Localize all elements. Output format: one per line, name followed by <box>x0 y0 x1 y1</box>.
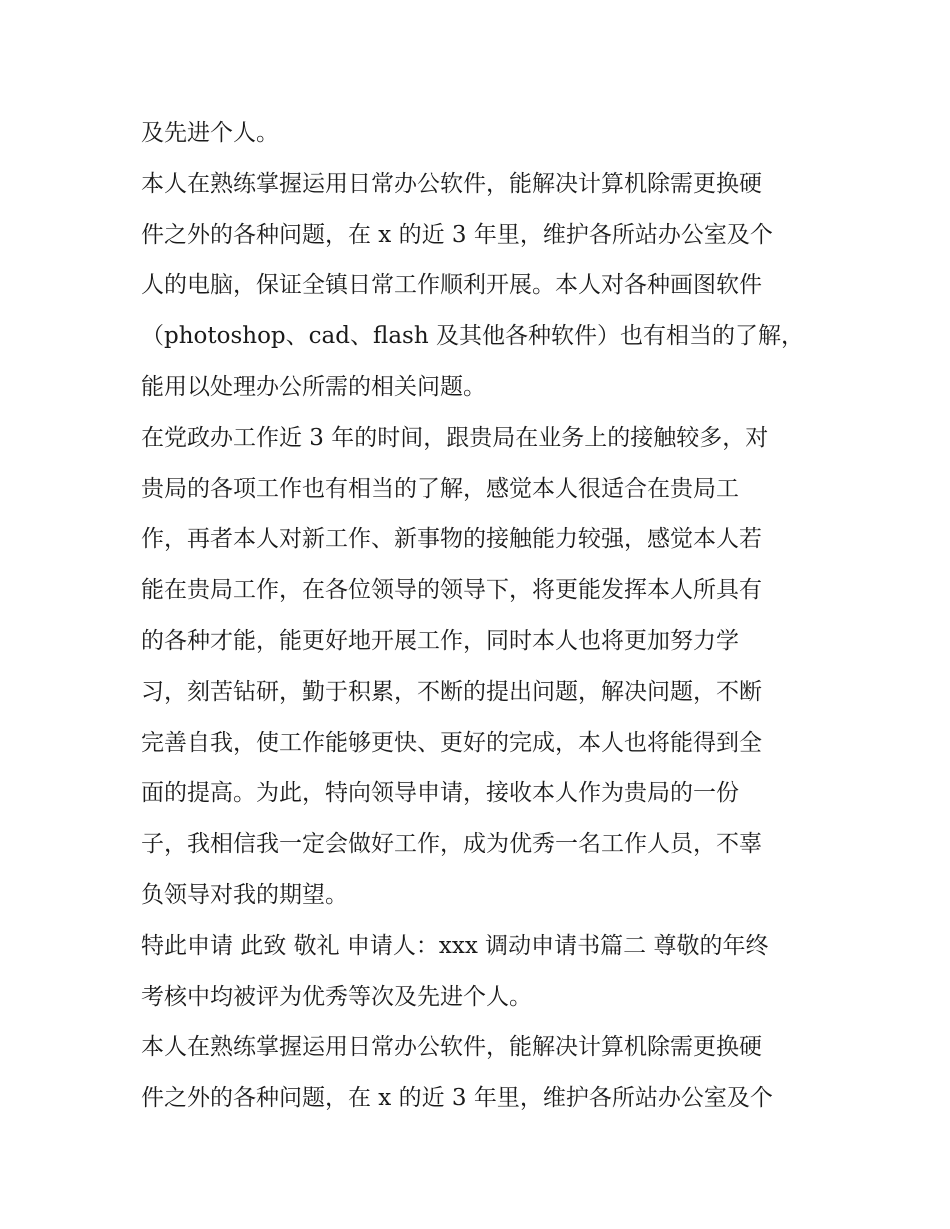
text-line: 面的提高。为此，特向领导申请，接收本人作为贵局的一份 <box>141 780 739 807</box>
text-line: 能在贵局工作，在各位领导的领导下，将更能发挥本人所具有 <box>141 577 762 604</box>
text-line: 考核中均被评为优秀等次及先进个人。 <box>141 983 532 1010</box>
text-line: 在党政办工作近 3 年的时间，跟贵局在业务上的接触较多，对 <box>141 424 769 451</box>
text-line: 特此申请 此致 敬礼 申请人：xxx 调动申请书篇二 尊敬的年终 <box>141 932 769 959</box>
document-body <box>141 108 821 1124</box>
text-line: 负领导对我的期望。 <box>141 881 348 908</box>
text-line: 及先进个人。 <box>141 120 279 146</box>
text-line: 完善自我，使工作能够更快、更好的完成，本人也将能得到全 <box>141 729 762 756</box>
text-line: 件之外的各种问题，在 x 的近 3 年里，维护各所站办公室及个 <box>141 221 773 248</box>
text-line: 习，刻苦钻研，勤于积累，不断的提出问题，解决问题，不断 <box>141 678 762 705</box>
text-line: 贵局的各项工作也有相当的了解，感觉本人很适合在贵局工 <box>141 475 739 502</box>
text-line: 本人在熟练掌握运用日常办公软件，能解决计算机除需更换硬 <box>141 170 762 197</box>
text-line: 人的电脑，保证全镇日常工作顺利开展。本人对各种画图软件 <box>141 272 762 299</box>
text-line: 子，我相信我一定会做好工作，成为优秀一名工作人员，不辜 <box>141 831 762 858</box>
text-line: 的各种才能，能更好地开展工作，同时本人也将更加努力学 <box>141 627 739 654</box>
text-line: 本人在熟练掌握运用日常办公软件，能解决计算机除需更换硬 <box>141 1034 762 1061</box>
text-line: 作，再者本人对新工作、新事物的接触能力较强，感觉本人若 <box>141 526 762 553</box>
text-line: （photoshop、cad、flash 及其他各种软件）也有相当的了解， <box>141 323 804 350</box>
text-line: 件之外的各种问题，在 x 的近 3 年里，维护各所站办公室及个 <box>141 1085 773 1112</box>
text-line: 能用以处理办公所需的相关问题。 <box>141 373 486 400</box>
